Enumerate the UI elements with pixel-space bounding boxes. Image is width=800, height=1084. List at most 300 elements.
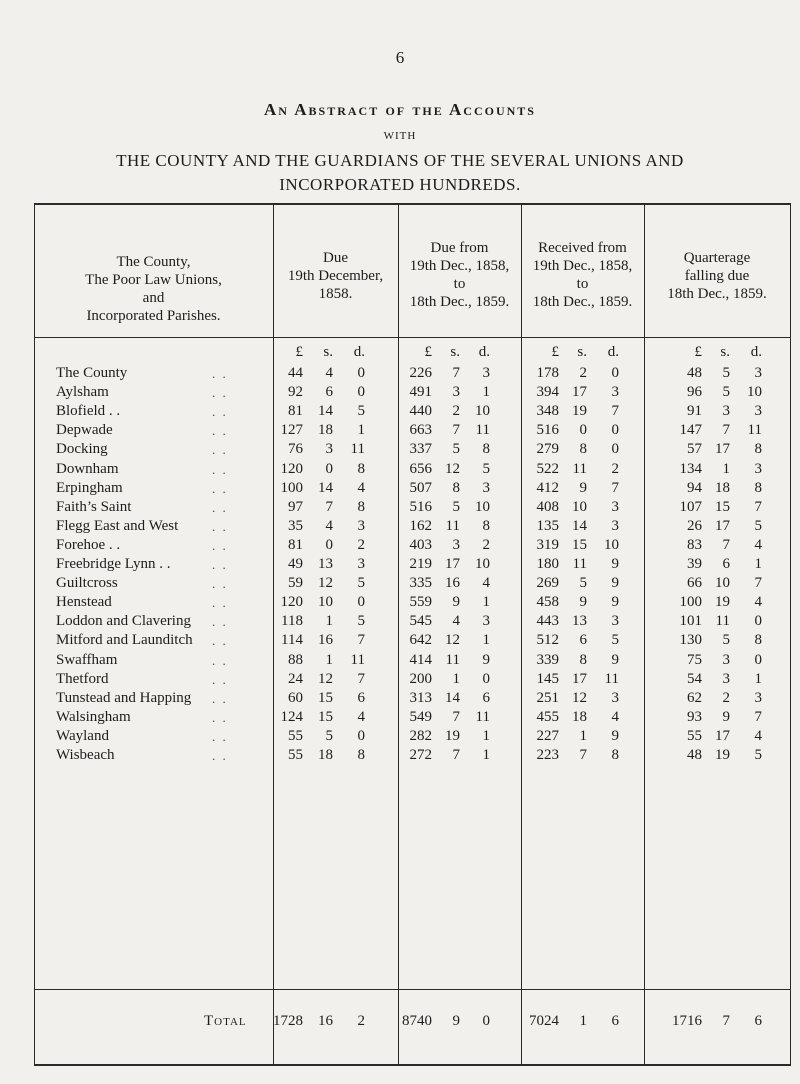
amount-quart (644, 556, 774, 574)
amount-from (398, 441, 528, 459)
shillings: 9 (452, 1013, 460, 1029)
pounds: 227 (536, 727, 559, 744)
pounds: 663 (409, 422, 432, 439)
shillings: 9 (579, 594, 587, 611)
pounds: 81 (288, 536, 303, 553)
pence: 9 (611, 727, 619, 744)
amount-due (273, 518, 403, 536)
pence: 2 (357, 536, 365, 553)
amount-due (273, 575, 403, 593)
pence: 5 (754, 517, 762, 534)
amount-quart (644, 499, 774, 517)
pounds: 135 (536, 517, 559, 534)
pounds: 107 (679, 498, 702, 515)
pence: 1 (754, 556, 762, 572)
leader-dots: . . (212, 518, 228, 534)
shillings: 1 (452, 670, 460, 687)
shillings: 10 (318, 594, 333, 611)
shillings: 7 (452, 422, 460, 439)
pence: 5 (357, 403, 365, 420)
shillings: 18 (318, 422, 333, 439)
pounds: 549 (409, 708, 432, 725)
unit-label: d. (607, 344, 619, 360)
pounds: 226 (409, 365, 432, 381)
pence: 1 (482, 384, 490, 401)
shillings: 6 (325, 384, 333, 401)
leader-dots: . . (212, 385, 228, 401)
pounds: 91 (687, 403, 702, 420)
leader-dots: . . (212, 709, 228, 725)
pence: 5 (611, 632, 619, 649)
parish-name: The County (56, 365, 128, 381)
shillings: 7 (325, 498, 333, 515)
amount-from (398, 690, 528, 708)
pounds: 55 (687, 727, 702, 744)
leader-dots: . . (212, 748, 228, 763)
amount-quart (644, 728, 774, 746)
amount-recv (521, 499, 651, 517)
amount-due (273, 422, 403, 440)
parish-name: Guiltcross (56, 575, 118, 592)
pounds: 642 (409, 632, 432, 649)
amount-from (398, 575, 528, 593)
header-line: 18th Dec., 1859. (409, 294, 510, 310)
header-line: 19th Dec., 1858, (532, 258, 633, 274)
leader-dots: . . (212, 633, 228, 649)
pounds: 180 (536, 556, 559, 572)
pence: 7 (754, 708, 762, 725)
pence: 10 (475, 556, 490, 572)
pounds: 59 (288, 575, 303, 592)
shillings: 12 (318, 575, 333, 592)
pounds: 348 (536, 403, 559, 420)
shillings: 4 (452, 613, 460, 630)
pounds: 97 (288, 498, 303, 515)
pence: 8 (754, 632, 762, 649)
shillings: 16 (318, 1013, 333, 1029)
pounds: 96 (687, 384, 702, 401)
amount-due (273, 461, 403, 479)
shillings: 1 (579, 727, 587, 744)
shillings: 13 (572, 613, 587, 630)
pence: 11 (350, 441, 365, 458)
amount-recv (521, 728, 651, 746)
leader-dots: . . (212, 442, 228, 458)
pounds: 100 (679, 594, 702, 611)
pounds: 24 (288, 670, 303, 687)
shillings: 11 (445, 651, 460, 668)
pence: 2 (357, 1013, 365, 1029)
pounds: 130 (679, 632, 702, 649)
amount-due (273, 613, 403, 631)
pence: 4 (754, 727, 762, 744)
shillings: 4 (325, 517, 333, 534)
pounds: 49 (288, 556, 303, 572)
pence: 0 (611, 422, 619, 439)
amount-recv (521, 652, 651, 670)
shillings: 9 (579, 479, 587, 496)
pence: 9 (611, 651, 619, 668)
pounds: 54 (687, 670, 702, 687)
pounds: 272 (409, 747, 432, 763)
pounds: 101 (679, 613, 702, 630)
pounds: 319 (536, 536, 559, 553)
pounds: 81 (288, 403, 303, 420)
amount-from (398, 728, 528, 746)
amount-from (398, 384, 528, 402)
pence: 7 (754, 498, 762, 515)
pounds: 516 (409, 498, 432, 515)
amount-recv (521, 747, 651, 765)
amount-recv (521, 709, 651, 727)
pence: 1 (482, 747, 490, 763)
pence: 4 (754, 594, 762, 611)
parish-name: Depwade (56, 422, 113, 439)
shillings: 11 (572, 556, 587, 572)
amount-recv (521, 422, 651, 440)
shillings: 19 (445, 727, 460, 744)
shillings: 6 (579, 632, 587, 649)
unit-label: d. (750, 344, 762, 360)
accounts-table (34, 203, 791, 1066)
header-parishes (34, 253, 273, 325)
pounds: 408 (536, 498, 559, 515)
leader-dots: . . (212, 537, 228, 553)
amount-from (398, 403, 528, 421)
shillings: 7 (452, 747, 460, 763)
pounds: 219 (409, 556, 432, 572)
shillings: 13 (318, 556, 333, 572)
pounds: 60 (288, 689, 303, 706)
pounds: 35 (288, 517, 303, 534)
unit-label: s. (450, 344, 460, 360)
total-from (398, 1013, 528, 1031)
unit-label: £ (424, 344, 432, 360)
shillings: 15 (318, 708, 333, 725)
pounds: 491 (409, 384, 432, 401)
pounds: 200 (409, 670, 432, 687)
total-rule (34, 989, 791, 990)
amount-from (398, 518, 528, 536)
shillings: 5 (722, 365, 730, 381)
amount-quart (644, 594, 774, 612)
parish-name: Aylsham (56, 384, 109, 401)
pounds: 48 (687, 747, 702, 763)
pounds: 414 (409, 651, 432, 668)
header-due-from (398, 239, 521, 311)
pounds: 279 (536, 441, 559, 458)
pence: 5 (357, 575, 365, 592)
pence: 9 (611, 575, 619, 592)
pence: 4 (357, 708, 365, 725)
pence: 3 (754, 689, 762, 706)
pounds: 223 (536, 747, 559, 763)
pence: 11 (350, 651, 365, 668)
pounds: 118 (281, 613, 303, 630)
shillings: 2 (722, 689, 730, 706)
pence: 11 (747, 422, 762, 439)
pence: 2 (482, 536, 490, 553)
header-line: 19th Dec., 1858, (409, 258, 510, 274)
amount-quart (644, 461, 774, 479)
shillings: 7 (722, 1013, 730, 1029)
pence: 10 (475, 498, 490, 515)
header-line: 18th Dec., 1859. (532, 294, 633, 310)
units-row (398, 344, 528, 362)
pounds: 412 (536, 479, 559, 496)
pence: 0 (357, 384, 365, 401)
pence: 9 (482, 651, 490, 668)
shillings: 5 (325, 727, 333, 744)
pence: 6 (754, 1013, 762, 1029)
total-recv (521, 1013, 651, 1031)
parish-name: Faith’s Saint (56, 498, 132, 515)
units-row (644, 344, 774, 362)
pounds: 92 (288, 384, 303, 401)
shillings: 0 (325, 536, 333, 553)
amount-quart (644, 403, 774, 421)
leader-dots: . . (212, 595, 228, 611)
amount-quart (644, 537, 774, 555)
shillings: 3 (722, 403, 730, 420)
pounds: 656 (409, 460, 432, 477)
header-line: The Poor Law Unions, (85, 272, 222, 288)
pounds: 147 (679, 422, 702, 439)
pounds: 162 (409, 517, 432, 534)
pence: 11 (475, 422, 490, 439)
subtitle-line: INCORPORATED HUNDREDS. (279, 175, 521, 194)
shillings: 4 (325, 365, 333, 381)
pounds: 114 (281, 632, 303, 649)
document-subtitle (0, 149, 800, 197)
pounds: 559 (409, 594, 432, 611)
amount-from (398, 480, 528, 498)
shillings: 17 (715, 441, 730, 458)
shillings: 14 (318, 479, 333, 496)
shillings: 7 (722, 536, 730, 553)
pounds: 335 (409, 575, 432, 592)
shillings: 11 (572, 460, 587, 477)
amount-due (273, 747, 403, 765)
pence: 3 (357, 517, 365, 534)
unit-label: s. (577, 344, 587, 360)
pounds: 512 (536, 632, 559, 649)
pounds: 48 (687, 365, 702, 381)
amount-from (398, 556, 528, 574)
pence: 5 (357, 613, 365, 630)
pence: 1 (482, 727, 490, 744)
amount-due (273, 499, 403, 517)
shillings: 11 (715, 613, 730, 630)
pence: 7 (754, 575, 762, 592)
pounds: 337 (409, 441, 432, 458)
header-line: The County, (116, 254, 191, 270)
pence: 10 (604, 536, 619, 553)
header-received (521, 239, 644, 311)
pence: 3 (482, 479, 490, 496)
pence: 7 (611, 479, 619, 496)
parish-name: Flegg East and West (56, 517, 179, 534)
table-bottom-rule (34, 1064, 791, 1066)
units-row (273, 344, 403, 362)
amount-recv (521, 690, 651, 708)
amount-from (398, 632, 528, 650)
pounds: 251 (536, 689, 559, 706)
pence: 5 (754, 747, 762, 763)
amount-quart (644, 632, 774, 650)
column-divider (34, 203, 35, 1066)
shillings: 18 (318, 747, 333, 763)
shillings: 3 (722, 670, 730, 687)
pence: 7 (611, 403, 619, 420)
total-label: Total (204, 1013, 247, 1029)
amount-recv (521, 384, 651, 402)
shillings: 15 (715, 498, 730, 515)
shillings: 18 (572, 708, 587, 725)
pence: 10 (475, 403, 490, 420)
shillings: 5 (452, 441, 460, 458)
shillings: 17 (445, 556, 460, 572)
pence: 3 (611, 613, 619, 630)
shillings: 17 (715, 517, 730, 534)
leader-dots: . . (212, 728, 228, 744)
amount-due (273, 652, 403, 670)
shillings: 12 (445, 632, 460, 649)
shillings: 5 (579, 575, 587, 592)
shillings: 17 (572, 384, 587, 401)
pence: 3 (754, 403, 762, 420)
pence: 4 (754, 536, 762, 553)
title-connector: WITH (383, 130, 417, 142)
pence: 3 (611, 689, 619, 706)
header-line: Incorporated Parishes. (86, 308, 221, 324)
header-line: to (453, 276, 466, 292)
pounds: 55 (288, 727, 303, 744)
amount-quart (644, 690, 774, 708)
parish-name: Wayland (56, 727, 109, 744)
leader-dots: . . (212, 404, 228, 420)
pence: 4 (611, 708, 619, 725)
pounds: 93 (687, 708, 702, 725)
shillings: 10 (715, 575, 730, 592)
pounds: 145 (536, 670, 559, 687)
pence: 3 (482, 613, 490, 630)
shillings: 6 (722, 556, 730, 572)
header-line: 18th Dec., 1859. (667, 286, 767, 302)
amount-recv (521, 441, 651, 459)
pounds: 66 (687, 575, 702, 592)
pounds: 94 (687, 479, 702, 496)
leader-dots: . . (212, 690, 228, 706)
pence: 3 (611, 517, 619, 534)
document-title: An Abstract of the Accounts (264, 100, 536, 119)
pounds: 545 (409, 613, 432, 630)
pounds: 100 (280, 479, 303, 496)
amount-quart (644, 365, 774, 383)
leader-dots: . . (212, 671, 228, 687)
parish-name: Swaffham (56, 651, 118, 668)
shillings: 16 (445, 575, 460, 592)
pounds: 403 (409, 536, 432, 553)
pence: 8 (357, 460, 365, 477)
shillings: 2 (452, 403, 460, 420)
leader-dots: . . (212, 423, 228, 439)
pence: 8 (754, 479, 762, 496)
unit-label: £ (551, 344, 559, 360)
shillings: 3 (325, 441, 333, 458)
shillings: 14 (572, 517, 587, 534)
pounds: 120 (280, 594, 303, 611)
unit-label: s. (323, 344, 333, 360)
parish-name: Docking (56, 441, 108, 458)
header-line: Quarterage (683, 250, 751, 266)
amount-recv (521, 480, 651, 498)
page-number: 6 (395, 48, 405, 67)
shillings: 7 (722, 422, 730, 439)
header-line: Due from (430, 240, 489, 256)
amount-due (273, 728, 403, 746)
amount-from (398, 422, 528, 440)
pounds: 124 (280, 708, 303, 725)
pence: 3 (357, 556, 365, 572)
amount-quart (644, 709, 774, 727)
pence: 0 (754, 651, 762, 668)
shillings: 3 (722, 651, 730, 668)
total-due (273, 1013, 403, 1031)
leader-dots: . . (212, 652, 228, 668)
parish-name: Walsingham (56, 708, 131, 725)
shillings: 9 (452, 594, 460, 611)
unit-label: £ (295, 344, 303, 360)
pounds: 1716 (672, 1013, 702, 1029)
leader-dots: . . (212, 480, 228, 496)
pence: 9 (611, 556, 619, 572)
header-rule (34, 337, 791, 338)
pence: 8 (754, 441, 762, 458)
shillings: 14 (318, 403, 333, 420)
amount-from (398, 613, 528, 631)
pounds: 44 (288, 365, 303, 381)
pence: 4 (482, 575, 490, 592)
header-quarterage (644, 249, 790, 303)
pounds: 178 (536, 365, 559, 381)
pence: 9 (611, 594, 619, 611)
parish-name: Freebridge Lynn . . (56, 556, 171, 572)
shillings: 8 (579, 651, 587, 668)
pence: 2 (611, 460, 619, 477)
parish-name: Downham (56, 460, 119, 477)
amount-due (273, 632, 403, 650)
shillings: 12 (318, 670, 333, 687)
pounds: 120 (280, 460, 303, 477)
amount-recv (521, 632, 651, 650)
amount-due (273, 537, 403, 555)
shillings: 0 (325, 460, 333, 477)
amount-recv (521, 575, 651, 593)
pounds: 1728 (273, 1013, 303, 1029)
shillings: 7 (579, 747, 587, 763)
pounds: 134 (679, 460, 702, 477)
table-top-rule (34, 203, 791, 205)
pounds: 455 (536, 708, 559, 725)
pence: 11 (604, 670, 619, 687)
pounds: 55 (288, 747, 303, 763)
header-line: Due (323, 250, 348, 266)
pounds: 440 (409, 403, 432, 420)
amount-due (273, 671, 403, 689)
pence: 1 (482, 594, 490, 611)
pence: 6 (611, 1013, 619, 1029)
